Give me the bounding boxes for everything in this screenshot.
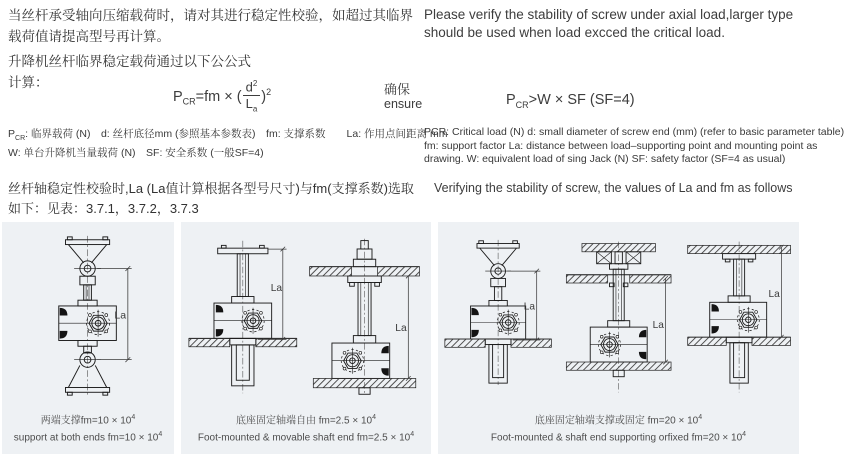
ensure-cn: 确保: [384, 82, 411, 97]
panel-caption-en: support at both ends $fm=10 \times 10^4$: [13, 430, 163, 443]
definitions-cn-line1: $P_{CR}$: 临界载荷 (N) d: 丝杆底径mm (参照基本参数表) fm: 支撑系数 La: 作用点间距离 mm: [8, 128, 448, 143]
stability-note-cn: 丝杆轴稳定性校验时,La (La值计算根据各型号尺寸)与fm(支撑系数)选取 如下：见表：3.7.1，3.7.2，3.7.3: [8, 181, 414, 216]
la-dimension: [98, 266, 133, 362]
panel-caption-cn: 两端支撑$fm=10 \times 10^4$: [40, 414, 136, 427]
definitions-cn: [8, 127, 447, 161]
formula-critical-load: $P_{CR}=fm$ × ( $\frac{d^2}{L_a}$ )$^2$: [173, 79, 272, 114]
panel-caption-cn: 底座固定轴端支撑或固定 $fm=20 \times 10^4$: [534, 414, 703, 427]
definitions-en-line1: PCR: Critical load (N) d: small diameter of screw end (mm) (refer to basic parameter table): [424, 126, 844, 138]
definitions-en-line2: fm: support factor La: distance between load–supporting point and mounting point as: [424, 139, 818, 152]
la-dimension-label: La: [114, 309, 127, 322]
panel-caption-en: Foot-mounted & movable shaft end $fm=2.5 \times 10^4$: [197, 430, 415, 443]
definitions-en: [424, 126, 844, 167]
diagram-panels: [2, 222, 799, 454]
diagram-jack-both-ends-support: [30, 234, 145, 399]
panel-caption-en: Foot-mounted & shaft end supporting orfixed $fm=20 \times 10^4$: [490, 430, 747, 443]
panel-foot-mounted-movable: [181, 222, 431, 454]
definitions-cn-line2: W: 单台升降机当量载荷 (N) SF: 安全系数 (一般SF=4): [8, 147, 264, 160]
la-dimension: [396, 274, 411, 381]
diagram-jack-fixed-shaft-end: [559, 238, 678, 396]
la-dimension: [507, 268, 540, 341]
ensure-note: [384, 82, 422, 112]
la-dimension-label: La: [523, 301, 535, 313]
definitions-en-line3: drawing. W: equivalent load of sing Jack (N) SF: safety factor (SF=4 as usual): [424, 153, 786, 165]
la-dimension: [769, 245, 784, 340]
la-dimension-label: La: [768, 288, 780, 300]
la-dimension: [652, 276, 667, 364]
la-dimension-label: La: [652, 319, 664, 331]
stability-note-en: Verifying the stability of screw, the values of La and fm as follows: [434, 181, 793, 195]
ensure-en: ensure: [384, 97, 423, 111]
diagram-jack-foot-mounted-free-end: [187, 237, 299, 397]
panel-support-both-ends: [2, 222, 174, 454]
diagram-jack-ceiling-mounted-free-end: [304, 235, 425, 398]
diagram-jack-ceiling-fixed-foot: [684, 238, 794, 396]
formula-safety: $P_{CR}>W$ × SF (SF=4): [506, 92, 635, 110]
intro-cn-formula-lead: 升降机丝杆临界稳定载荷通过以下公公式计算：: [8, 54, 251, 90]
diagram-jack-top-support-foot: [443, 238, 553, 396]
intro-en: Please verify the stability of screw under axial load,larger type should be used when load excced the critical load.: [424, 7, 794, 40]
panel-caption: [14, 411, 162, 444]
fraction: $\frac{d^2}{L_a}$: [243, 80, 261, 114]
la-dimension-label: La: [395, 323, 407, 335]
la-dimension-label: La: [270, 282, 282, 294]
intro-cn-paragraph: 当丝杆承受轴向压缩载荷时，请对其进行稳定性校验，如超过其临界载荷值请提高型号再计算。: [8, 8, 413, 44]
panel-caption-cn: 底座固定轴端自由 $fm=2.5 \times 10^4$: [235, 414, 377, 427]
panel-caption: [491, 411, 746, 444]
panel-caption: [198, 411, 414, 444]
panel-foot-mounted-fixed: [438, 222, 799, 454]
